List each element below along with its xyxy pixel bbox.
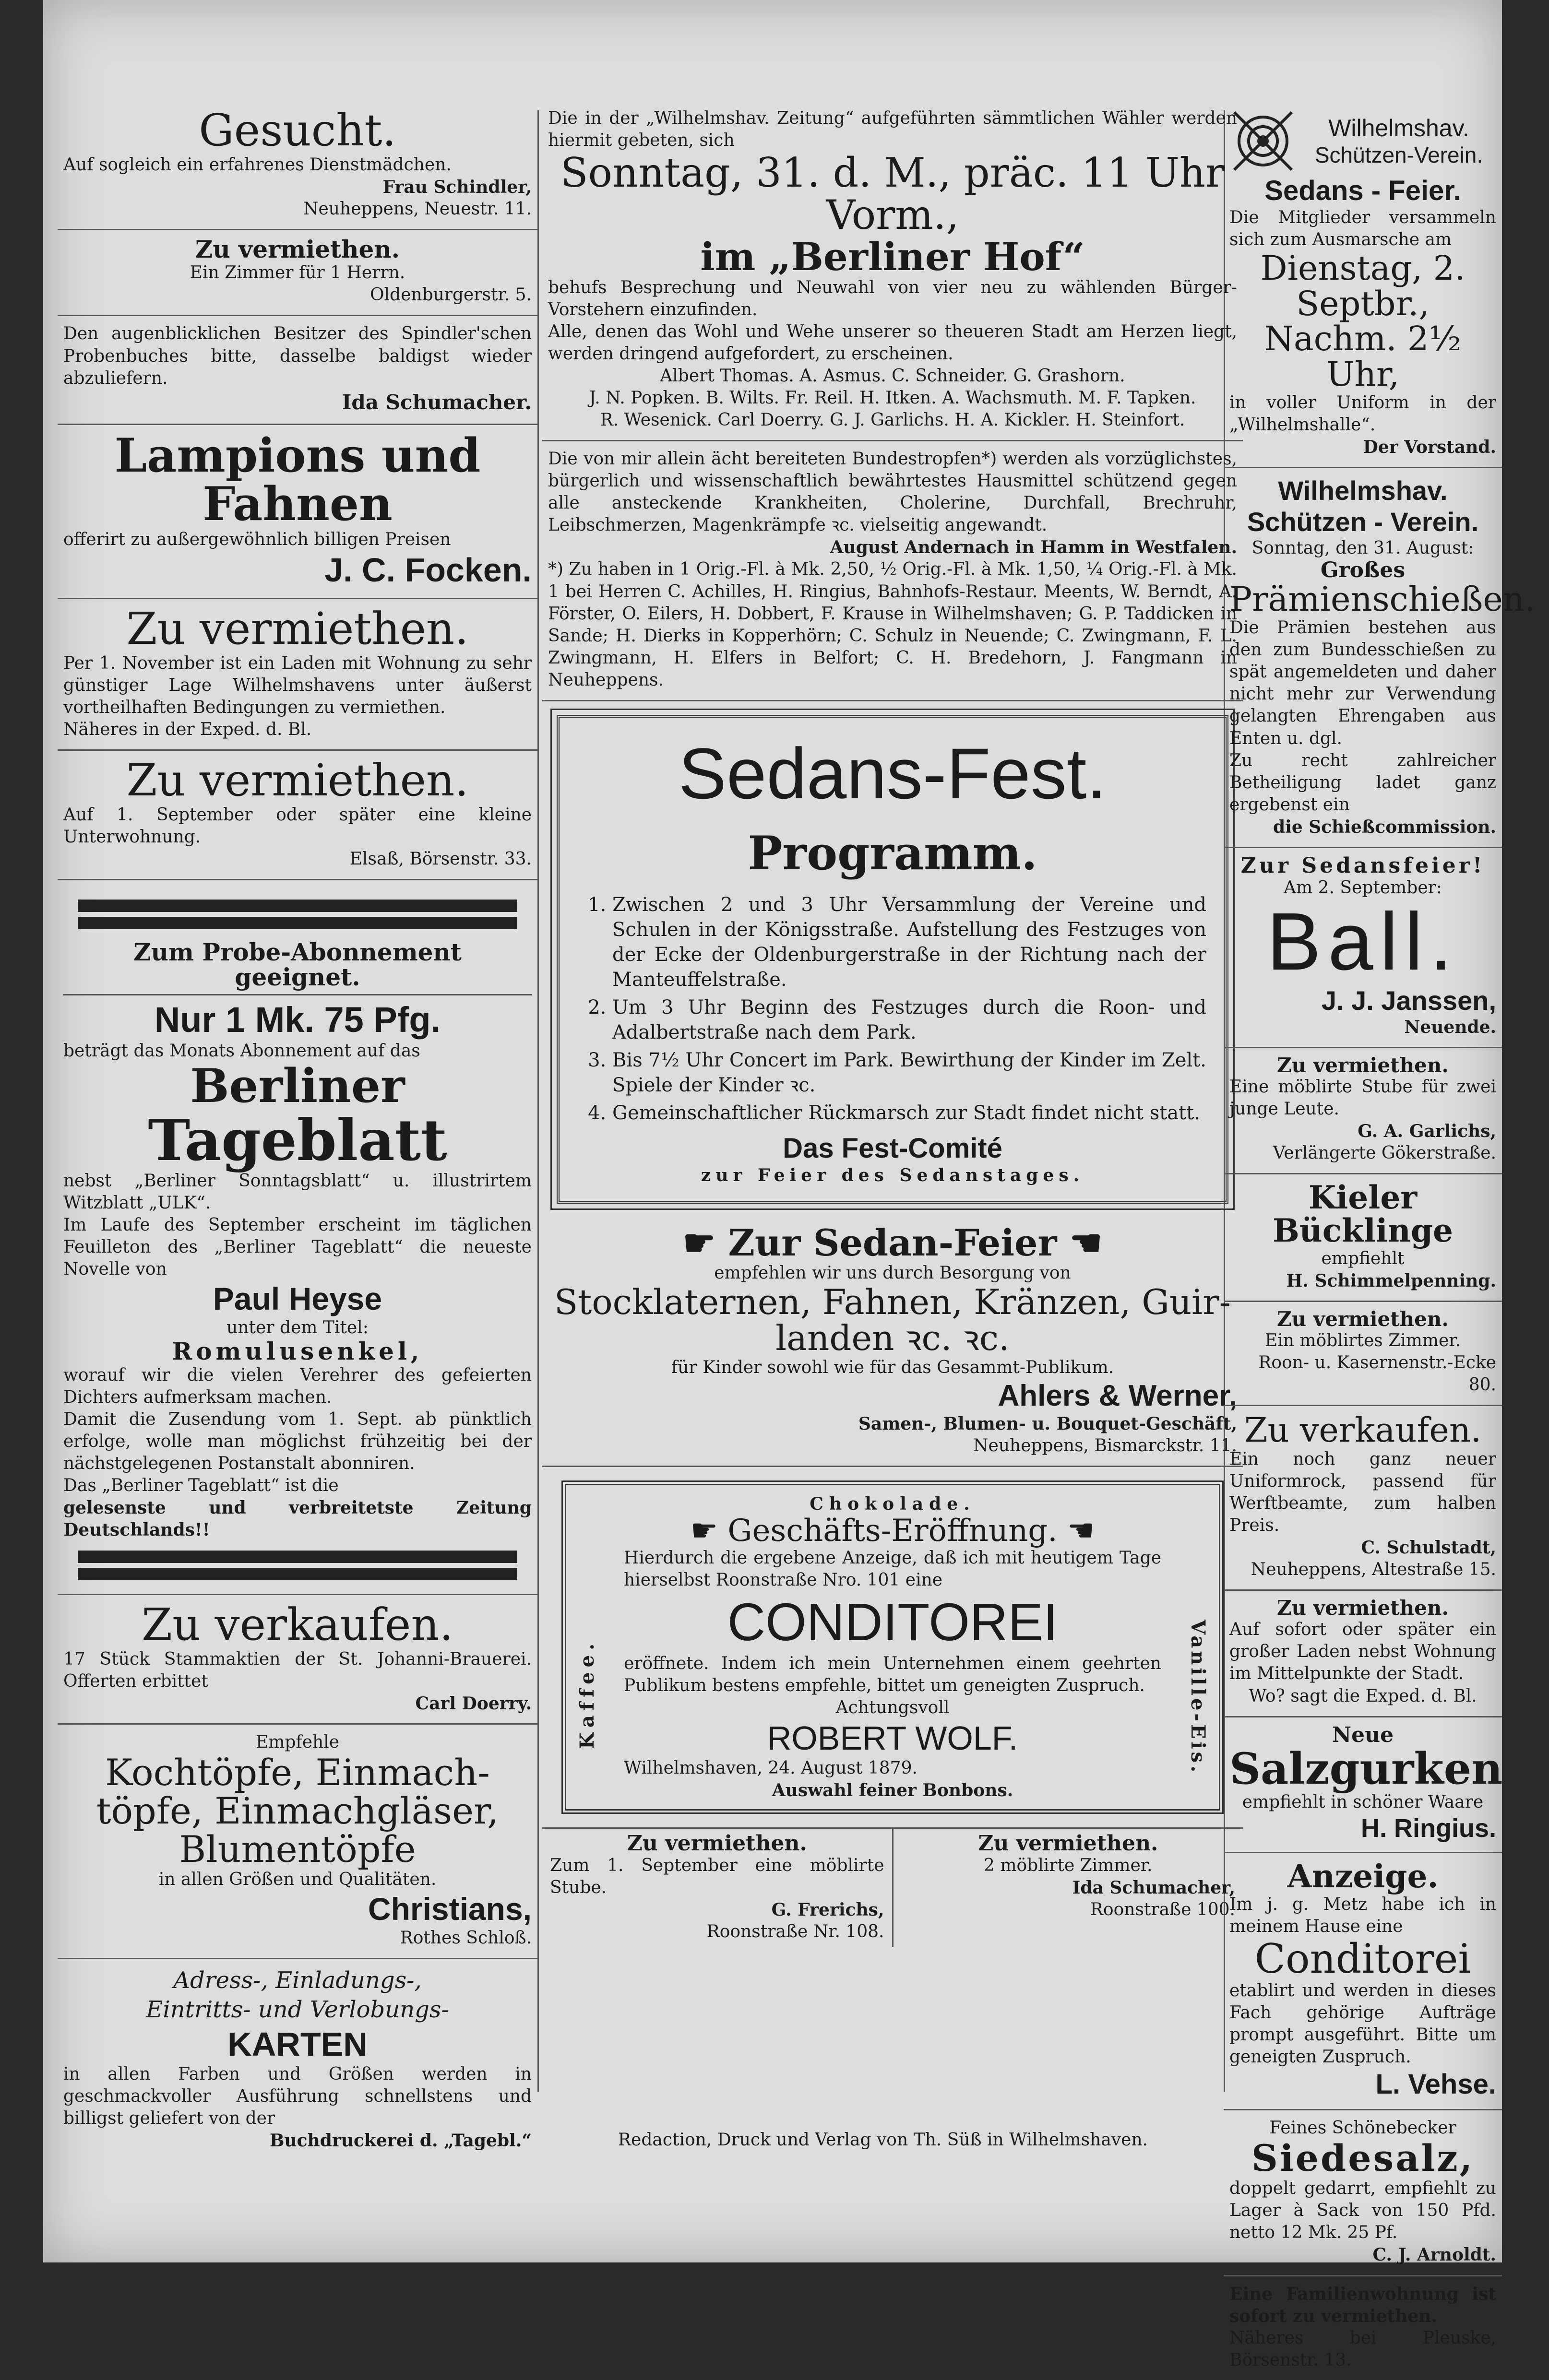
ad-conditorei-wolf: [561, 1480, 1224, 1814]
heavy-rule: [78, 1568, 517, 1580]
ad-title: landen ꝛc. ꝛc.: [775, 1318, 1010, 1359]
ad-title: Salzgurken: [1229, 1743, 1503, 1794]
ad-heading: Adress-, Einladungs-,: [173, 1966, 422, 1994]
ad-author: Paul Heyse: [213, 1281, 382, 1317]
ad-vermiethen-right: [894, 1829, 1243, 1947]
ad-frame-right: Vanille-Eis.: [1187, 1620, 1209, 1776]
ad-siedesalz: [1224, 2110, 1502, 2276]
ad-title: Berliner: [190, 1058, 405, 1113]
ad-signature: ROBERT WOLF.: [767, 1719, 1018, 1757]
ad-date: Wilhelmshaven, 24. August 1879.: [624, 1758, 917, 1778]
ad-title: Prämienschießen.: [1229, 579, 1536, 619]
ad-schuetzen-sedansfeier: [1224, 101, 1502, 468]
ad-novel-title: Romulusenkel,: [172, 1337, 423, 1366]
ad-heading: Zur Sedansfeier!: [1240, 853, 1485, 878]
ad-gesucht: [58, 101, 537, 230]
ad-body: Die in der „Wilhelmshav. Zeitung“ aufgeführten sämmtlichen Wähler werden hiermit gebeten, sich: [548, 108, 1237, 151]
ad-heading: Großes: [1320, 558, 1406, 583]
pointing-hand-icon: ☚: [1067, 1513, 1095, 1549]
ad-signature: August Andernach in Hamm in Westfalen.: [830, 537, 1237, 558]
ad-ball: [1224, 848, 1502, 1048]
heavy-rule: [78, 900, 517, 912]
heavy-rule: [78, 1551, 517, 1563]
ad-body: Den augenblicklichen Besitzer des Spindler'schen Probenbuches bitte, dasselbe baldigst wieder abzuliefern.: [63, 324, 532, 388]
ad-body: Die von mir allein ächt bereiteten Bundestropfen*) werden als vorzüglichstes, bürgerlich und wissenschaftlich bewährtestes Hausmittel schützend gegen alle ansteckende Krankheiten, Cholerine, Durchfall, Brechruhr, Leibschmerzen, Magenkrämpfe ꝛc. vielseitig angewandt.: [548, 449, 1237, 535]
ad-heading: Eintritts- und Verlobungs-: [146, 1996, 449, 2024]
ad-title: Kochtöpfe, Einmach-: [105, 1751, 490, 1794]
ad-address: Roonstraße 100.: [1090, 1900, 1235, 1920]
ad-body: Auf sogleich ein erfahrenes Dienstmädchen.: [63, 154, 452, 175]
ad-body: beträgt das Monats Abonnement auf das: [63, 1041, 420, 1061]
ad-title: Wilhelmshav.: [1278, 475, 1448, 506]
ad-body: Auf 1. September oder später eine kleine Unterwohnung.: [63, 805, 532, 847]
ad-date: Dienstag, 2. Septbr.,: [1260, 249, 1466, 323]
ad-title: Stocklaternen, Fahnen, Kränzen, Guir-: [554, 1281, 1231, 1322]
ad-title: Zu vermiethen.: [195, 235, 400, 263]
ad-address: Neuheppens, Altestraße 15.: [1251, 1560, 1496, 1580]
ad-body: für Kinder sowohl wie für das Gesammt-Publikum.: [671, 1357, 1114, 1377]
ad-body: Auf sofort oder später ein großer Laden nebst Wohnung im Mittelpunkte der Stadt.: [1229, 1620, 1496, 1684]
ad-signature: H. Ringius.: [1361, 1814, 1496, 1843]
ad-body: doppelt gedarrt, empfiehlt zu Lager à Sack von 150 Pfd. netto 12 Mk. 25 Pf.: [1229, 2179, 1496, 2243]
ad-probenbuch: [58, 316, 537, 425]
ad-signature: H. Schimmelpenning.: [1286, 1270, 1496, 1291]
ad-verkaufen: [58, 1595, 537, 1725]
ad-title: Zu vermiethen.: [1276, 1053, 1449, 1077]
ad-body: empfiehlt: [1321, 1248, 1405, 1268]
ad-signature: J. C. Focken.: [324, 551, 532, 589]
ad-frame-top: Chokolade.: [810, 1494, 976, 1515]
ad-karten: [58, 1959, 537, 2160]
ad-heading: Sedans - Feier.: [1264, 175, 1461, 206]
ad-name: CONDITOREI: [727, 1592, 1058, 1652]
ad-body: Zu recht zahlreicher Betheiligung ladet ganz ergebenst ein: [1229, 750, 1496, 815]
ad-body: worauf wir die vielen Verehrer des gefeierten Dichters aufmerksam machen.: [63, 1365, 532, 1407]
ad-signature: C. J. Arnoldt.: [1372, 2245, 1496, 2265]
newspaper-page: [43, 0, 1536, 2370]
ad-address: Neuheppens, Neuestr. 11.: [303, 199, 532, 219]
ad-sedans-fest: [557, 715, 1228, 1204]
ad-title: Kieler Bücklinge: [1273, 1179, 1453, 1250]
ad-signature: Carl Doerry.: [415, 1693, 532, 1714]
ad-address: Neuheppens, Bismarckstr. 11.: [973, 1436, 1237, 1456]
ad-signature: Frau Schindler,: [382, 177, 532, 197]
ad-address: Roonstraße Nr. 108.: [706, 1922, 884, 1942]
program-item: 2. Um 3 Uhr Beginn des Festzuges durch die Roon- und Adalbertstraße nach dem Park.: [612, 995, 1206, 1045]
ad-names: J. N. Popken. B. Wilts. Fr. Reil. H. Itken. A. Wachsmuth. M. F. Tapken.: [589, 388, 1196, 408]
ad-signature: Ida Schumacher.: [342, 390, 532, 414]
ad-signature: Der Vorstand.: [1363, 437, 1496, 458]
ad-body: Ein Zimmer für 1 Herrn.: [190, 263, 405, 283]
ad-title: Tageblatt: [148, 1106, 447, 1173]
ad-title: Blumentöpfe: [179, 1827, 416, 1871]
heavy-rule: [78, 917, 517, 929]
ad-body: in allen Größen und Qualitäten.: [158, 1869, 437, 1889]
ad-vermiethen-garlichs: [1224, 1048, 1502, 1174]
program-list: [579, 892, 1206, 1125]
ad-body: Alle, denen das Wohl und Wehe unserer so theueren Stadt am Herzen liegt, werden dringend aufgefordert, zu erscheinen.: [548, 321, 1237, 364]
ad-body: unter dem Titel:: [226, 1318, 369, 1338]
ad-frame-bottom: Auswahl feiner Bonbons.: [772, 1780, 1013, 1800]
ad-heading: Zum Probe-Abonnement: [133, 937, 462, 966]
ad-title: Zu vermiethen.: [1276, 1596, 1449, 1620]
ad-title: Geschäfts-Eröffnung.: [727, 1513, 1058, 1549]
pointing-hand-icon: ☛: [682, 1221, 715, 1264]
pointing-hand-icon: ☛: [690, 1513, 718, 1549]
ad-berliner-tageblatt: [58, 880, 537, 1595]
column-center: [542, 101, 1243, 1947]
ad-name: Conditorei: [1254, 1935, 1471, 1982]
imprint-footer: Redaction, Druck und Verlag von Th. Süß in Wilhelmshaven.: [618, 2130, 1148, 2150]
ad-vermiethen-1: [58, 230, 537, 317]
column-rule: [537, 110, 539, 2092]
ad-body: behufs Besprechung und Neuwahl von vier neu zu wählenden Bürger-Vorstehern einzufinden.: [548, 277, 1237, 320]
ad-title: Schützen-Verein.: [1314, 142, 1483, 167]
ad-title: Gesucht.: [199, 105, 396, 156]
ad-names: R. Wesenick. Carl Doerry. G. J. Garlichs. H. A. Kickler. H. Steinfort.: [600, 410, 1185, 430]
ad-body: Die Prämien bestehen aus den zum Bundesschießen zu spät angemeldeten und daher nicht mehr zur Verwendung gelangten Ehrengaben aus Enten u. dgl.: [1229, 618, 1496, 748]
ad-heading: geeignet.: [235, 963, 360, 992]
ad-body: 2 möblirte Zimmer.: [984, 1856, 1153, 1876]
ad-date: Am 2. September:: [1284, 878, 1442, 898]
ad-title: Fahnen: [203, 477, 393, 532]
ad-address: Verlängerte Gökerstraße.: [1273, 1143, 1496, 1163]
ad-address: Roon- u. Kasernenstr.-Ecke 80.: [1258, 1353, 1496, 1395]
ad-address: Oldenburgerstr. 5.: [370, 285, 532, 305]
pointing-hand-icon: ☚: [1070, 1221, 1103, 1264]
ad-signature: die Schießcommission.: [1273, 817, 1496, 837]
ad-body: Achtungsvoll: [835, 1697, 950, 1717]
ad-address: Elsaß, Börsenstr. 33.: [349, 849, 532, 869]
ad-body: Damit die Zusendung vom 1. Sept. ab pünktlich erfolge, wolle man möglichst frühzeitig bei der nächstgelegenen Postanstalt abonniren.: [63, 1409, 532, 1473]
ad-note: Wo? sagt die Exped. d. Bl.: [1249, 1686, 1477, 1706]
ad-body: in voller Uniform in der „Wilhelmshalle“.: [1229, 393, 1496, 435]
ad-body: Ein möblirtes Zimmer.: [1264, 1331, 1461, 1351]
ad-title: Zu vermiethen.: [126, 755, 469, 806]
ad-title: Anzeige.: [1287, 1858, 1439, 1895]
ad-title: KARTEN: [227, 2025, 368, 2063]
ad-title: Schützen - Verein.: [1247, 507, 1479, 537]
ad-signature: J. J. Janssen,: [1321, 985, 1496, 1016]
ad-vermiethen-laden: [1224, 1591, 1502, 1717]
ad-body: Hierdurch die ergebene Anzeige, daß ich mit heutigem Tage hierselbst Roonstraße Nro. 101 eine: [624, 1548, 1161, 1590]
ad-body: nebst „Berliner Sonntagsblatt“ u. illustrirtem Witzblatt „ULK“.: [63, 1171, 532, 1213]
ad-frame-left: Kaffee.: [576, 1639, 598, 1750]
ad-subtitle: Samen-, Blumen- u. Bouquet-Geschäft,: [858, 1413, 1237, 1434]
ad-body: Im j. g. Metz habe ich in meinem Hause eine: [1229, 1894, 1496, 1936]
ad-body: Die Mitglieder versammeln sich zum Ausmarsche am: [1229, 208, 1496, 250]
ad-names: Albert Thomas. A. Asmus. C. Schneider. G. Grashorn.: [660, 366, 1125, 386]
ad-title: Sedans-Fest.: [678, 733, 1107, 814]
column-right: [1224, 101, 1536, 2380]
ad-familienwohnung: [1224, 2276, 1502, 2380]
ad-signature: Das Fest-Comité: [783, 1132, 1002, 1164]
ad-title: Zu vermiethen.: [126, 603, 469, 655]
ad-body: empfehlen wir uns durch Besorgung von: [714, 1263, 1071, 1283]
ad-signature: Christians,: [368, 1891, 532, 1927]
ad-waehlerversammlung: [542, 101, 1243, 441]
program-item: 4. Gemeinschaftlicher Rückmarsch zur Stadt findet nicht statt.: [612, 1101, 1206, 1125]
ad-body: gelesenste und verbreitetste Zeitung Deutschlands!!: [63, 1498, 532, 1540]
ad-body: Eine möblirte Stube für zwei junge Leute.: [1229, 1077, 1496, 1119]
ad-heading: Neue: [1332, 1722, 1394, 1747]
ad-price: Nur 1 Mk. 75 Pfg.: [154, 999, 441, 1040]
ad-subtitle: zur Feier des Sedanstages.: [701, 1165, 1084, 1185]
ad-title: töpfe, Einmachgläser,: [96, 1789, 499, 1832]
ad-vermiethen-left: [542, 1829, 894, 1947]
ad-body: Per 1. November ist ein Laden mit Wohnung zu sehr günstiger Lage Wilhelmshavens unter äußerst vortheilhaften Bedingungen zu vermiethen.: [63, 653, 532, 717]
ad-title: Zur Sedan-Feier: [728, 1221, 1057, 1264]
ad-body: *) Zu haben in 1 Orig.-Fl. à Mk. 2,50, ½ Orig.-Fl. à Mk. 1,50, ¼ Orig.-Fl. à Mk. 1 bei Herren C. Achilles, H. Ringius, Bahnhofs-Restaur. Meents, W. Berndt, A. Förster, O. Eilers, H. Dobbert, F. Krause in Wilhelmshaven; G. P. Taddicken in Sande; H. Dierks in Kopperhörn; C. Schulz in Neuende; C. Zwingmann, F. L. Zwingmann, H. Elfers in Belfort; C. H. Bredehorn, J. Fangmann in Neuheppens.: [548, 559, 1237, 690]
ad-body: in allen Farben und Größen werden in geschmackvoller Ausführung schnellstens und billigst geliefert von der: [63, 2064, 532, 2128]
ad-signature: Ahlers & Werner,: [998, 1379, 1237, 1412]
ad-title: Ball.: [1266, 896, 1459, 988]
ad-verkaufen-uniform: [1224, 1406, 1502, 1591]
ad-sedan-feier: [542, 1217, 1243, 1467]
ad-signature: Buchdruckerei d. „Tagebl.“: [270, 2130, 532, 2151]
divider: [63, 994, 532, 995]
ad-body: offerirt zu außergewöhnlich billigen Preisen: [63, 530, 451, 550]
ad-signature: Ida Schumacher,: [1072, 1878, 1235, 1898]
ad-heading: Empfehle: [255, 1732, 340, 1752]
ad-title: Siedesalz,: [1251, 2137, 1475, 2180]
ad-vermiethen-2: [58, 599, 537, 751]
program-item: 1. Zwischen 2 und 3 Uhr Versammlung der Vereine und Schulen in der Königsstraße. Aufstellung des Festzuges von der Ecke der Oldenburgerstraße in der Richtung nach der Manteuffelstraße.: [612, 892, 1206, 992]
ad-place: im „Berliner Hof“: [700, 234, 1085, 279]
ad-title: Lampions und: [114, 428, 481, 483]
ad-title: Zu verkaufen.: [142, 1599, 453, 1651]
ad-signature: G. A. Garlichs,: [1358, 1121, 1496, 1142]
ad-signature: L. Vehse.: [1375, 2069, 1496, 2100]
ad-heading: Programm.: [748, 826, 1037, 880]
ad-body: Eine Familienwohnung ist sofort zu vermiethen.: [1229, 2284, 1496, 2326]
ad-signature: G. Frerichs,: [771, 1900, 884, 1920]
ad-body: Ein noch ganz neuer Uniformrock, passend für Werftbeamte, zum halben Preis.: [1229, 1449, 1496, 1535]
program-item: 3. Bis 7½ Uhr Concert im Park. Bewirthung der Kinder im Zelt. Spiele der Kinder ꝛc.: [612, 1048, 1206, 1098]
ad-heading: Feines Schönebecker: [1269, 2118, 1456, 2138]
ad-body: Zum 1. September eine möblirte Stube.: [550, 1856, 884, 1898]
ad-title: Zu vermiethen.: [1276, 1307, 1449, 1331]
ad-address: Neuende.: [1404, 1017, 1496, 1037]
ad-title: Zu vermiethen.: [627, 1831, 807, 1856]
ad-schuetzen-praemien: [1224, 468, 1536, 848]
ad-body: empfiehlt in schöner Waare: [1242, 1792, 1484, 1812]
ad-body: Im Laufe des September erscheint im täglichen Feuilleton des „Berliner Tageblatt“ die neueste Novelle von: [63, 1215, 532, 1279]
ad-date: Sonntag, 31. d. M., präc. 11 Uhr Vorm.,: [560, 149, 1225, 239]
ad-body: Das „Berliner Tageblatt“ ist die: [63, 1476, 339, 1495]
column-left: [58, 101, 537, 2160]
ad-body: eröffnete. Indem ich mein Unternehmen einem geehrten Publikum bestens empfehle, bittet um geneigten Zuspruch.: [624, 1653, 1161, 1695]
ad-christians: [58, 1725, 537, 1959]
ad-date: Sonntag, den 31. August:: [1251, 538, 1474, 558]
ad-vermiethen-roon: [1224, 1302, 1502, 1406]
ad-title: Zu verkaufen.: [1244, 1410, 1482, 1450]
ad-lampions: [58, 425, 537, 599]
ad-title: Zu vermiethen.: [978, 1831, 1158, 1856]
ad-signature: C. Schulstadt,: [1361, 1538, 1496, 1558]
target-icon: [1229, 107, 1297, 175]
ad-date: Nachm. 2½ Uhr,: [1264, 319, 1462, 394]
ad-anzeige-conditorei: [1224, 1853, 1502, 2110]
ad-note: Näheres in der Exped. d. Bl.: [63, 719, 312, 739]
ad-salzgurken: [1224, 1717, 1502, 1854]
ad-bundestropfen: [542, 441, 1243, 701]
ad-buecklinge: [1224, 1174, 1502, 1302]
ad-address: Rothes Schloß.: [400, 1928, 532, 1948]
ad-row-vermiethen: [542, 1827, 1243, 1947]
ad-body: etablirt und werden in dieses Fach gehörige Aufträge prompt ausgeführt. Bitte um geneigten Zuspruch.: [1229, 1981, 1496, 2067]
ad-body: 17 Stück Stammaktien der St. Johanni-Brauerei. Offerten erbittet: [63, 1649, 532, 1691]
ad-vermiethen-3: [58, 751, 537, 880]
ad-title: Wilhelmshav.: [1328, 115, 1469, 142]
ad-note: Näheres bei Pleuske, Börsenstr. 13.: [1229, 2328, 1496, 2370]
